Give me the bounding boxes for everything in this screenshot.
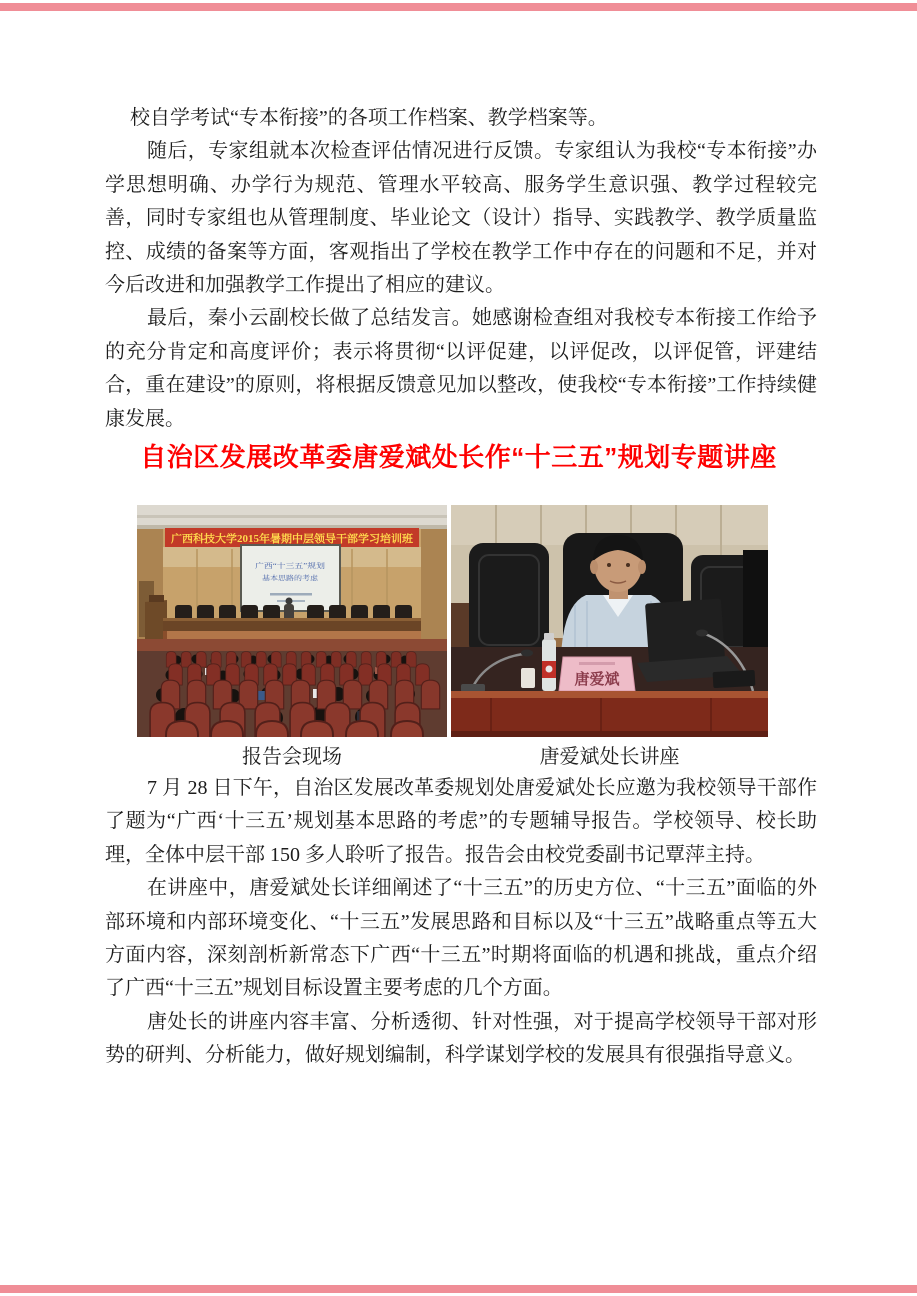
article-title: 自治区发展改革委唐爱斌处长作“十三五”规划专题讲座	[140, 442, 777, 472]
paragraph: 唐处长的讲座内容丰富、分析透彻、针对性强，对于提高学校领导干部对形势的研判、分析能力，做好规划编制，科学谋划学校的发展具有很强指导意义。	[105, 1010, 817, 1067]
paragraph: 7 月 28 日下午，自治区发展改革委规划处唐爱斌处长应邀为我校领导干部作了题为“广西‘十三五’规划基本思路的考虑”的专题辅导报告。学校领导、校长助理，全体中层干部 150 多人聆听了报告。报告会由校党委副书记覃萍主持。	[105, 777, 817, 866]
bottom-border-rule	[0, 1285, 917, 1293]
hall-banner-text: 广西科技大学2015年暑期中层领导干部学习培训班	[171, 534, 402, 545]
desk-front	[451, 691, 768, 737]
name-card	[559, 657, 635, 691]
photo-captions	[137, 741, 768, 775]
water-bottle	[542, 633, 556, 691]
cup	[521, 668, 535, 688]
audience-chairs	[150, 652, 440, 737]
screen-title-line2: 基本思路的考虑	[262, 575, 308, 582]
photo-row	[137, 505, 768, 737]
article-body	[105, 772, 817, 1073]
paragraph: 校自学考试“专本衔接”的各项工作档案、教学档案等。	[130, 107, 608, 129]
photo-caption-right: 唐爱斌处长讲座	[539, 746, 680, 768]
paragraph: 在讲座中，唐爱斌处长详细阐述了“十三五”的历史方位、“十三五”面临的外部环境和内部环境变化、“十三五”发展思路和目标以及“十三五”战略重点等五大方面内容，深刻剖析新常态下广西“十三五”时期将面临的机遇和挑战，重点介绍了广西“十三五”规划目标设置主要考虑的几个方面。	[105, 877, 817, 1000]
screen-title-line1: 广西“十三五”规划	[255, 562, 311, 570]
article-prev-body	[105, 102, 817, 436]
photo-caption-left: 报告会现场	[242, 746, 342, 768]
photo-lecture-hall	[137, 505, 447, 737]
name-card-text: 唐爱斌	[574, 672, 620, 688]
paragraph: 随后，专家组就本次检查评估情况进行反馈。专家组认为我校“专本衔接”办学思想明确、办学行为规范、管理水平较高、服务学生意识强、教学过程较完善，同时专家组也从管理制度、毕业论文（设计）指导、实践教学、教学质量监控、成绩的备案等方面，客观指出了学校在教学工作中存在的问题和不足，并对今后改进和加强教学工作提出了相应的建议。	[105, 140, 817, 297]
top-border-rule	[0, 3, 917, 11]
paragraph: 最后，秦小云副校长做了总结发言。她感谢检查组对我校专本衔接工作给予的充分肯定和高度评价；表示将贯彻“以评促建，以评促改，以评促管，评建结合，重在建设”的原则，将根据反馈意见加以整改，使我校“专本衔接”工作持续健康发展。	[105, 307, 817, 430]
photo-speaker	[451, 505, 768, 737]
